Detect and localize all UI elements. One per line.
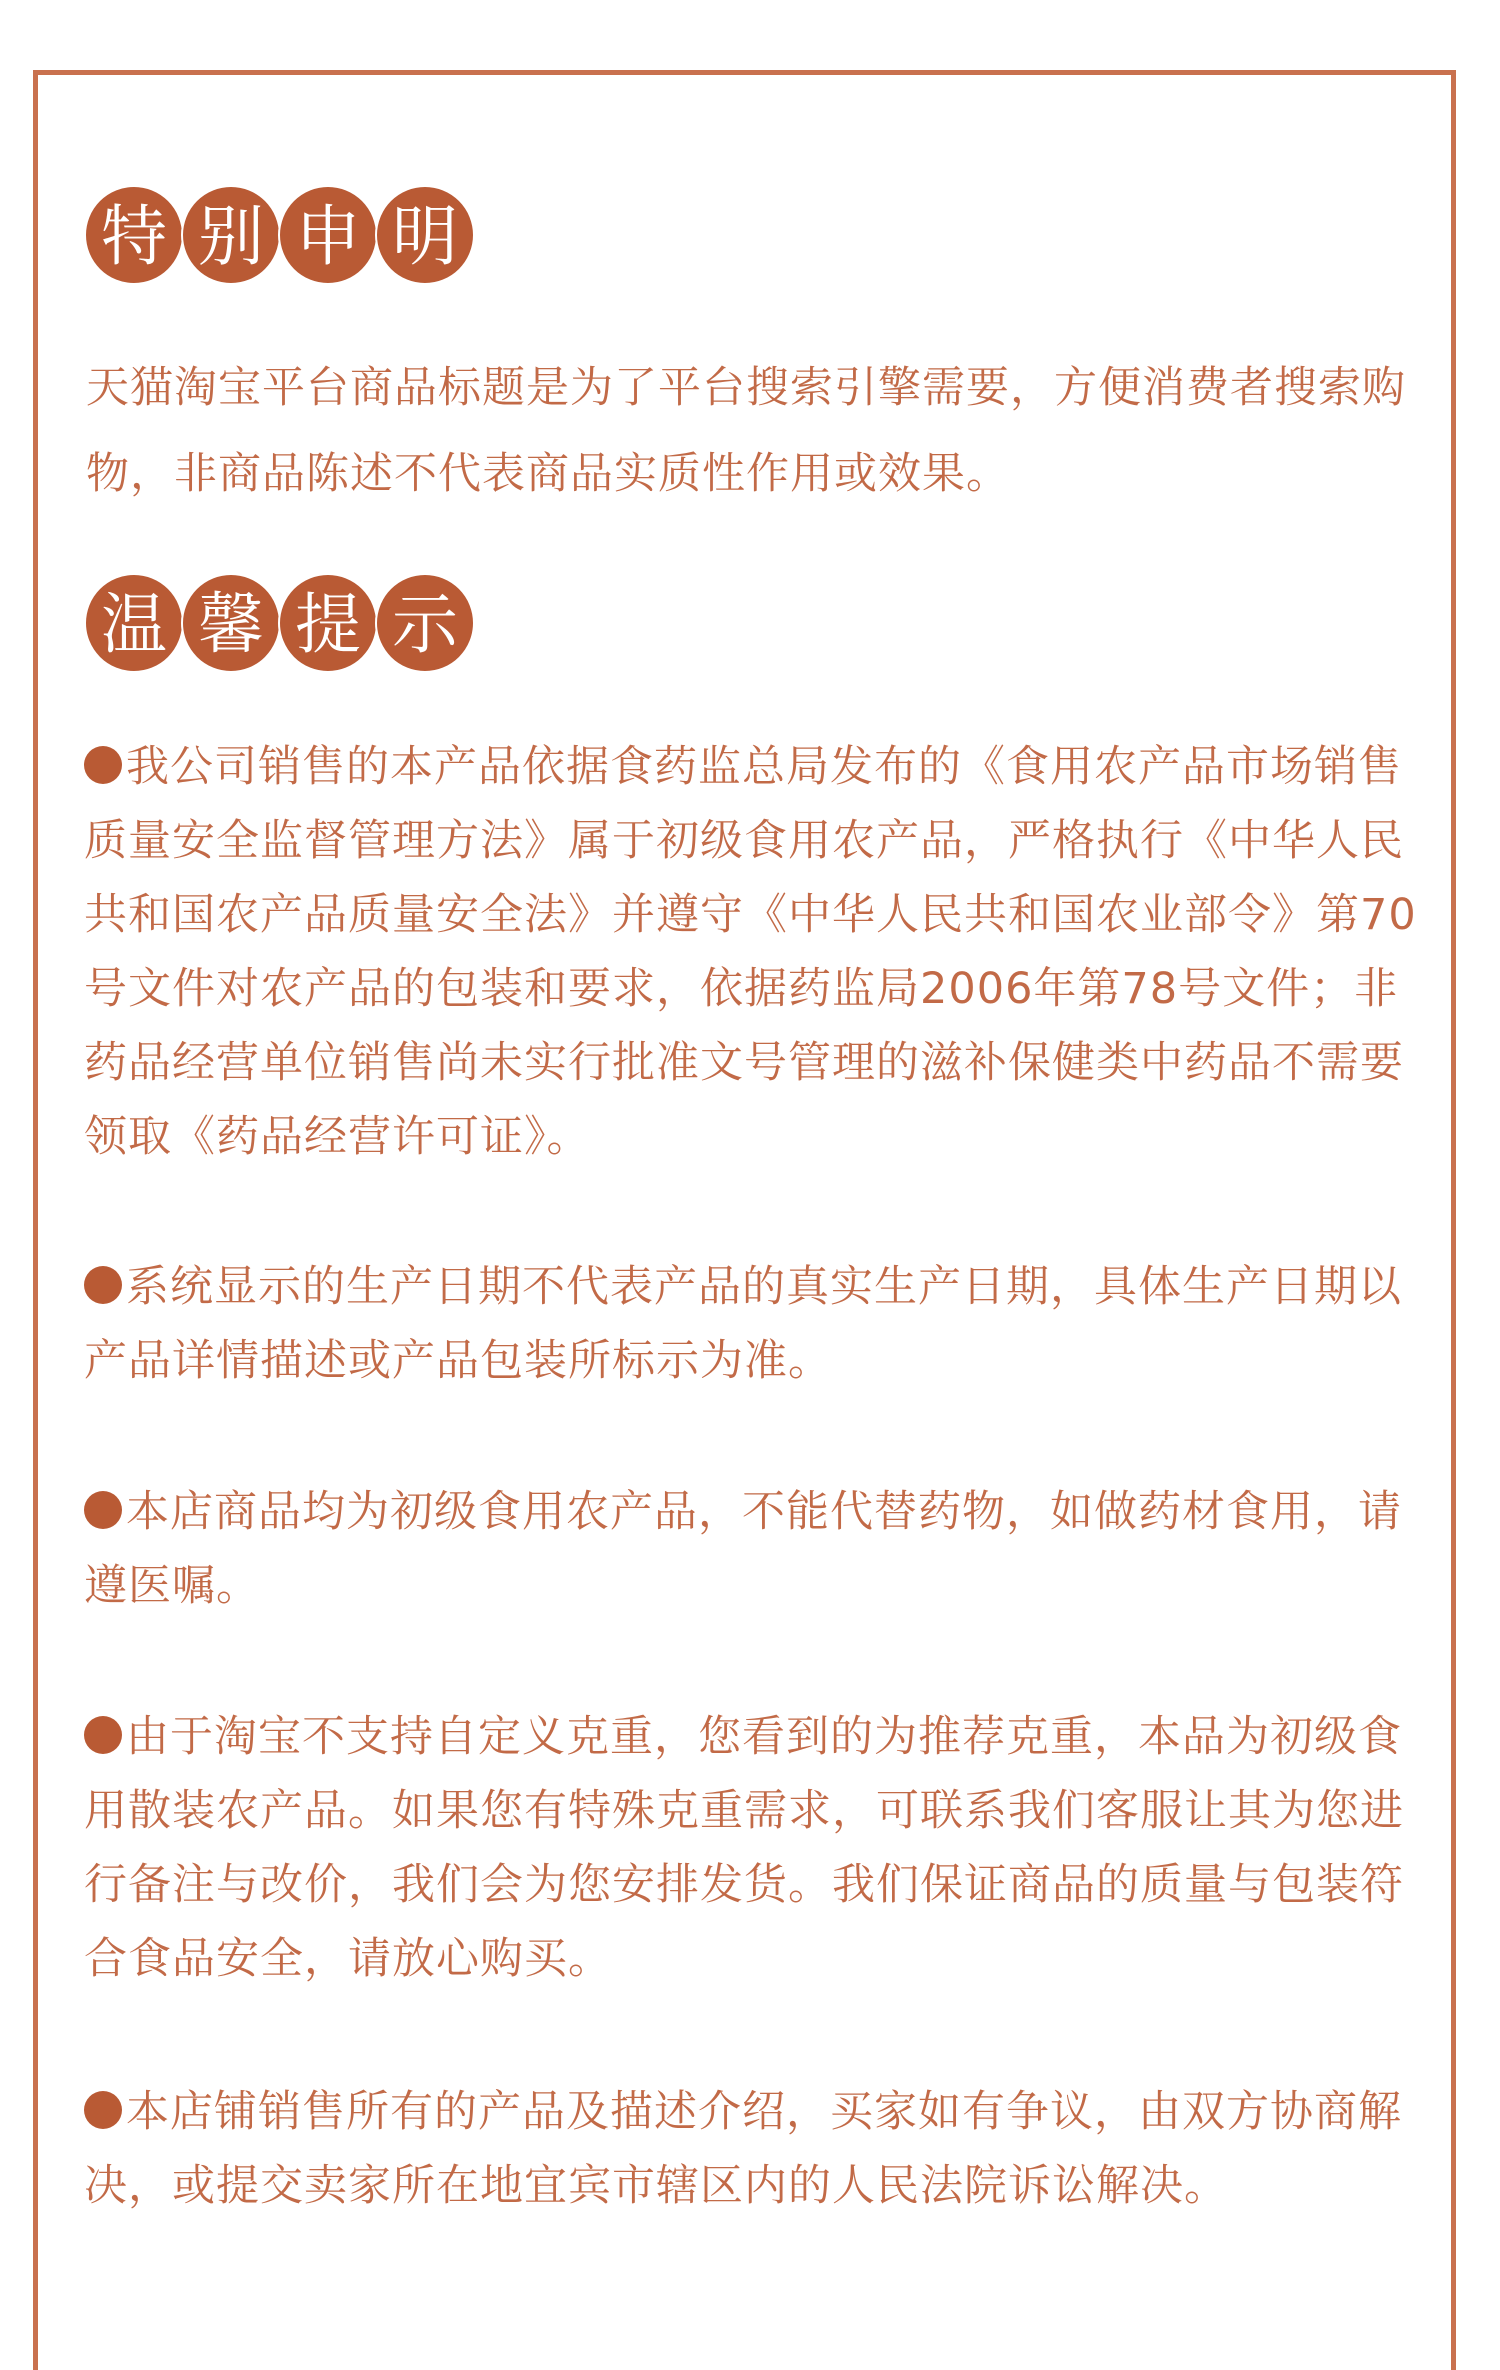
bullet-icon xyxy=(84,1491,122,1529)
bullet-icon xyxy=(84,1716,122,1754)
tip-item xyxy=(84,1475,1429,1623)
tip-text: 本店铺销售所有的产品及描述介绍，买家如有争议，由双方协商解决，或提交卖家所在地宜宾市辖区内的人民法院诉讼解决。 xyxy=(84,2087,1402,2211)
special-notice-heading xyxy=(84,185,472,285)
tip-item xyxy=(84,1700,1429,1996)
heading-char: 明 xyxy=(375,185,475,285)
heading-char: 示 xyxy=(375,573,475,673)
heading-char: 馨 xyxy=(181,573,281,673)
tip-item xyxy=(84,1250,1429,1398)
bullet-icon xyxy=(84,746,122,784)
heading-char: 申 xyxy=(278,185,378,285)
heading-char: 别 xyxy=(181,185,281,285)
warm-tips-heading xyxy=(84,573,472,673)
heading-char: 提 xyxy=(278,573,378,673)
tip-text: 我公司销售的本产品依据食药监总局发布的《食用农产品市场销售质量安全监督管理方法》属于初级食用农产品，严格执行《中华人民共和国农产品质量安全法》并遵守《中华人民共和国农业部令》第70号文件对农产品的包装和要求，依据药监局2006年第78号文件；非药品经营单位销售尚未实行批准文号管理的滋补保健类中药品不需要领取《药品经营许可证》。 xyxy=(84,742,1417,1162)
bullet-icon xyxy=(84,2091,122,2129)
bullet-icon xyxy=(84,1266,122,1304)
tip-text: 本店商品均为初级食用农产品，不能代替药物，如做药材食用，请遵医嘱。 xyxy=(84,1487,1402,1611)
tip-item xyxy=(84,730,1429,1174)
tip-item xyxy=(84,2075,1429,2223)
tip-text: 由于淘宝不支持自定义克重，您看到的为推荐克重，本品为初级食用散装农产品。如果您有特殊克重需求，可联系我们客服让其为您进行备注与改价，我们会为您安排发货。我们保证商品的质量与包装符合食品安全，请放心购买。 xyxy=(84,1712,1404,1984)
special-notice-text: 天猫淘宝平台商品标题是为了平台搜索引擎需要，方便消费者搜索购物，非商品陈述不代表商品实质性作用或效果。 xyxy=(86,363,1406,499)
heading-char: 特 xyxy=(84,185,184,285)
tip-text: 系统显示的生产日期不代表产品的真实生产日期，具体生产日期以产品详情描述或产品包装所标示为准。 xyxy=(84,1262,1402,1386)
heading-char: 温 xyxy=(84,573,184,673)
